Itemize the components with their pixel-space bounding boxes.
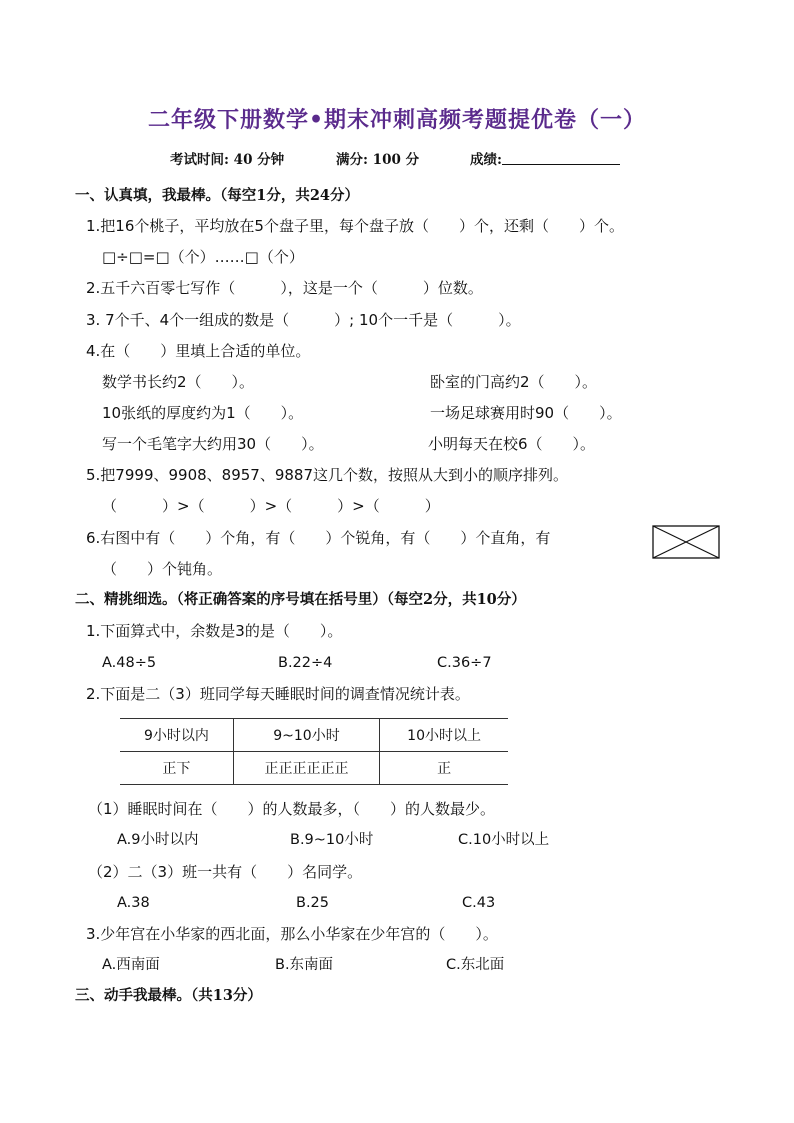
option-2-2b-a: A.38	[117, 895, 150, 911]
option-2-1-a: A.48÷5	[102, 655, 157, 671]
question-2-2: 2.下面是二（3）班同学每天睡眠时间的调查情况统计表。	[86, 685, 470, 703]
option-2-2a-a: A.9小时以内	[117, 832, 199, 848]
question-2-2-part1: （1）睡眠时间在（ ）的人数最多，（ ）的人数最少。	[88, 800, 496, 818]
section2-heading: 二、精挑细选。（将正确答案的序号填在括号里）（每空2分，共10分）	[75, 591, 526, 608]
sleep-survey-table	[120, 718, 508, 785]
question-1-4e: 写一个毛笔字大约用30（ ）。	[102, 435, 324, 453]
exam-info-row	[0, 148, 794, 170]
question-1-4: 4.在（ ）里填上合适的单位。	[86, 342, 311, 360]
question-1-4a: 数学书长约2（ ）。	[102, 373, 255, 391]
score-field	[470, 148, 502, 168]
question-1-6-cont: （ ）个钝角。	[102, 560, 223, 578]
table-cell: 正正正正正正	[233, 752, 379, 785]
exam-title: 二年级下册数学•期末冲刺高频考题提优卷（一）	[147, 107, 647, 133]
question-1-3: 3. 7个千、4个一组成的数是（ ）; 10个一千是（ ）。	[86, 311, 521, 329]
section1-heading: 一、认真填，我最棒。（每空1分，共24分）	[75, 187, 360, 204]
score-blank	[502, 148, 620, 165]
full-score: 满分: 100 分	[336, 152, 420, 168]
table-header-cell: 9~10小时	[233, 719, 379, 752]
question-1-5: 5.把7999、9908、8957、9887这几个数，按照从大到小的顺序排列。	[86, 466, 569, 484]
table-row	[120, 752, 508, 785]
option-2-3-b: B.东南面	[275, 957, 334, 973]
option-2-1-b: B.22÷4	[278, 655, 333, 671]
option-2-3-a: A.西南面	[102, 957, 160, 973]
score-label: 成绩:	[470, 152, 502, 168]
option-2-1-c: C.36÷7	[437, 655, 492, 671]
question-1-2: 2.五千六百零七写作（ ），这是一个（ ）位数。	[86, 279, 483, 297]
option-2-2a-b: B.9~10小时	[290, 832, 374, 848]
question-1-4c: 10张纸的厚度约为1（ ）。	[102, 404, 304, 422]
exam-time: 考试时间: 40 分钟	[170, 152, 285, 168]
question-1-4f: 小明每天在校6（ ）。	[428, 435, 596, 453]
question-1-5-blanks: （ ）>（ ）>（ ）>（ ）	[102, 497, 440, 515]
question-2-3: 3.少年宫在小华家的西北面，那么小华家在少年宫的（ ）。	[86, 925, 498, 943]
option-2-2b-c: C.43	[462, 895, 496, 911]
table-header-cell: 10小时以上	[380, 719, 508, 752]
question-2-2-part2: （2）二（3）班一共有（ ）名同学。	[88, 863, 363, 881]
question-1-1: 1.把16个桃子，平均放在5个盘子里，每个盘子放（ ）个，还剩（ ）个。	[86, 217, 624, 235]
question-1-4b: 卧室的门高约2（ ）。	[430, 373, 598, 391]
angle-figure	[652, 525, 722, 561]
table-header-cell: 9小时以内	[120, 719, 233, 752]
option-2-2a-c: C.10小时以上	[458, 832, 550, 848]
table-cell: 正	[380, 752, 508, 785]
table-cell: 正下	[120, 752, 233, 785]
option-2-3-c: C.东北面	[446, 957, 505, 973]
question-1-4d: 一场足球赛用时90（ ）。	[430, 404, 622, 422]
question-1-6: 6.右图中有（ ）个角，有（ ）个锐角，有（ ）个直角，有	[86, 529, 551, 547]
section3-heading: 三、动手我最棒。（共13分）	[75, 987, 262, 1004]
question-2-1: 1.下面算式中，余数是3的是（ ）。	[86, 622, 343, 640]
option-2-2b-b: B.25	[296, 895, 330, 911]
table-header-row	[120, 719, 508, 752]
question-1-1-equation: □÷□=□（个）……□（个）	[102, 248, 304, 266]
